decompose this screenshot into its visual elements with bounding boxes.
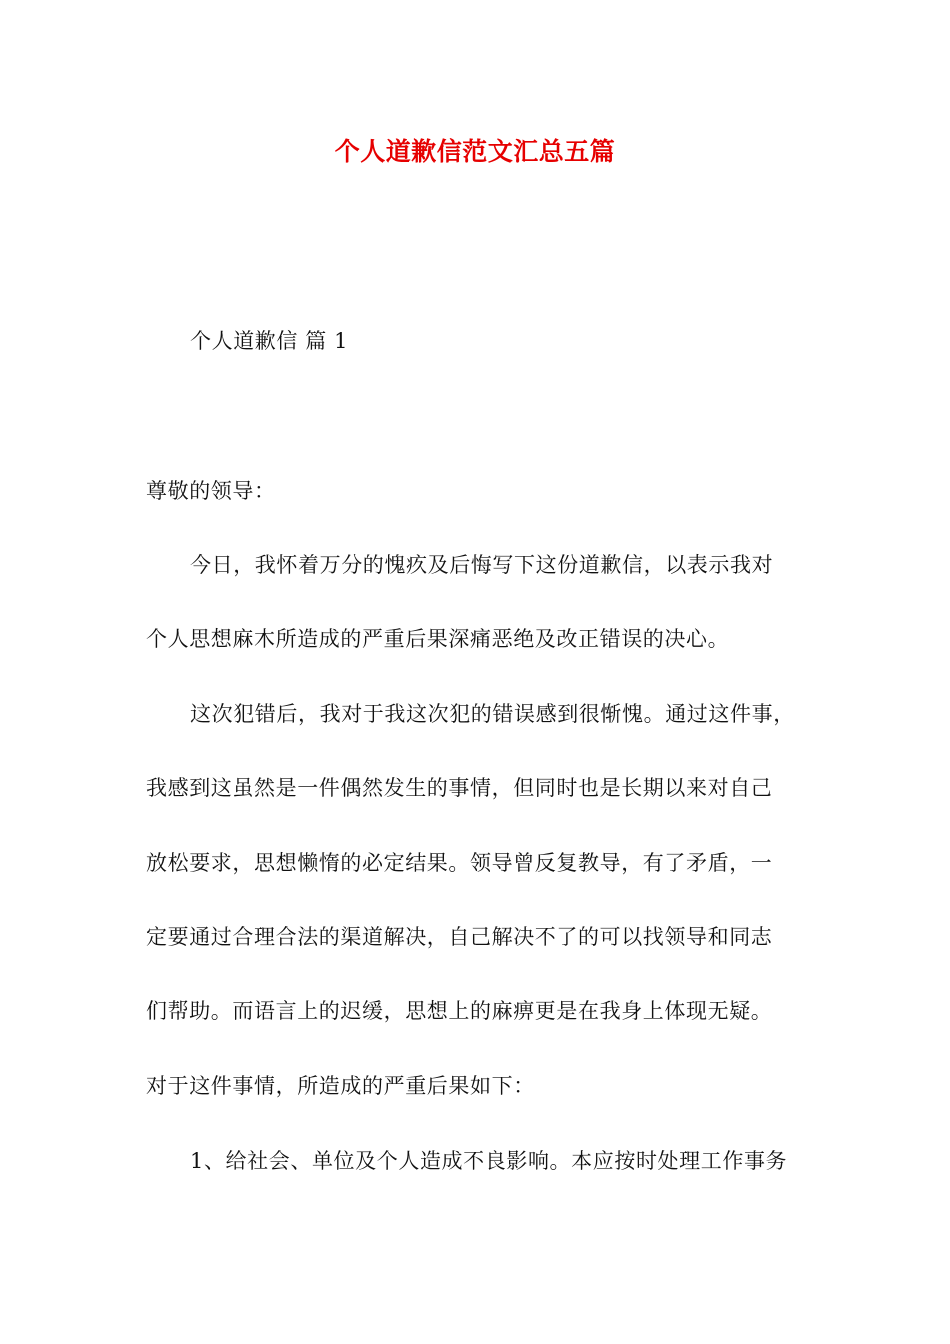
paragraph-line: 今日，我怀着万分的愧疚及后悔写下这份道歉信，以表示我对 xyxy=(190,553,774,577)
section-heading: 个人道歉信 篇 1 xyxy=(190,329,349,353)
list-item: 1、给社会、单位及个人造成不良影响。本应按时处理工作事务 xyxy=(190,1149,788,1173)
paragraph-line: 个人思想麻木所造成的严重后果深痛恶绝及改正错误的决心。 xyxy=(146,627,730,651)
paragraph-line: 对于这件事情，所造成的严重后果如下： xyxy=(146,1074,535,1098)
paragraph-line: 我感到这虽然是一件偶然发生的事情，但同时也是长期以来对自己 xyxy=(146,776,773,800)
paragraph-line: 们帮助。而语言上的迟缓，思想上的麻痹更是在我身上体现无疑。 xyxy=(146,999,773,1023)
document-title: 个人道歉信范文汇总五篇 xyxy=(334,137,616,166)
salutation: 尊敬的领导： xyxy=(146,479,276,503)
paragraph-line: 这次犯错后，我对于我这次犯的错误感到很惭愧。通过这件事， xyxy=(190,702,795,726)
paragraph-line: 放松要求，思想懒惰的必定结果。领导曾反复教导，有了矛盾，一 xyxy=(146,851,773,875)
paragraph-line: 定要通过合理合法的渠道解决，自己解决不了的可以找领导和同志 xyxy=(146,925,773,949)
